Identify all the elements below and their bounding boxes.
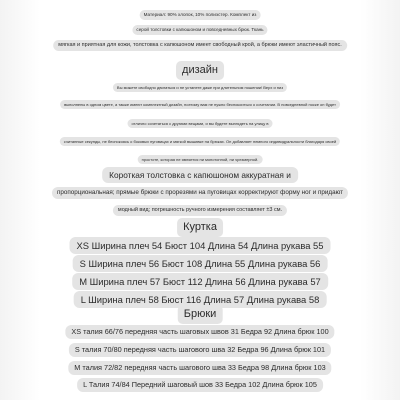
fabric-line: мягкая и приятная для кожи, толстовка с капюшоном имеет свободный крой, а брюки имеют эластичный пояс.: [53, 40, 347, 51]
pants-size-xs: XS талия 66/76 передняя часть шаговых швов 31 Бедра 92 Длина брюк 100: [65, 325, 334, 339]
fit-text-3: модный вид; погрешность ручного измерения составляет ±3 см.: [113, 205, 287, 216]
jacket-size-l: L Ширина плеч 58 Бюст 116 Длина 57 Длина рукава 58: [74, 291, 327, 308]
pants-size-m: M талия 72/82 передняя часть шагового шва 33 Бедра 98 Длина брюк 103: [68, 361, 331, 375]
design-heading: дизайн: [176, 61, 224, 80]
design-text-5: простоте, которая не является ни монотонной, ни чрезмерной.: [138, 155, 263, 164]
fit-text-1: Короткая толстовка с капюшоном аккуратная и: [102, 167, 298, 183]
set-line: серой толстовки с капюшоном и повседневных брюк. Ткань: [132, 25, 267, 35]
jacket-size-s: S Ширина плеч 56 Бюст 108 Длина 55 Длина рукава 56: [73, 255, 328, 272]
design-text-2: выполнены в одном цвете, а также имеют комплектный дизайн, поэтому вам не нужно беспокоиться о сочетании. В повседневной носке он будет: [60, 100, 340, 109]
design-text-4: считанные секунды, не беспокоясь о боковых пуговицах и мягкой вышивке на брюках. Он добавляет немного индивидуальности благодаря своей: [60, 137, 340, 146]
pants-size-s: S талия 70/80 передняя часть шагового шва 32 Бедра 96 Длина брюк 101: [69, 343, 331, 357]
jacket-size-xs: XS Ширина плеч 54 Бюст 104 Длина 54 Длина рукава 55: [70, 237, 331, 254]
design-text-3: отлично сочетаться с другими вещами, и вы будете выглядеть на улицу в: [128, 119, 273, 128]
design-text-1: Вы можете свободно двигаться и не устанете даже при длительном ношении! Верх и низ: [113, 83, 287, 92]
pants-size-l: L Талия 74/84 Передний шаговый шов 33 Бедра 102 Длина брюк 105: [77, 378, 323, 392]
fit-text-2: пропорциональная; прямые брюки с прорезями на пуговицах корректируют форму ног и придают: [52, 187, 348, 199]
material-line: Материал: 90% хлопок, 10% полиэстер. Комплект из: [140, 10, 261, 20]
jacket-heading: Куртка: [177, 218, 223, 237]
jacket-size-m: M Ширина плеч 57 Бюст 112 Длина 56 Длина рукава 57: [72, 273, 328, 290]
pants-heading: Брюки: [178, 305, 223, 324]
